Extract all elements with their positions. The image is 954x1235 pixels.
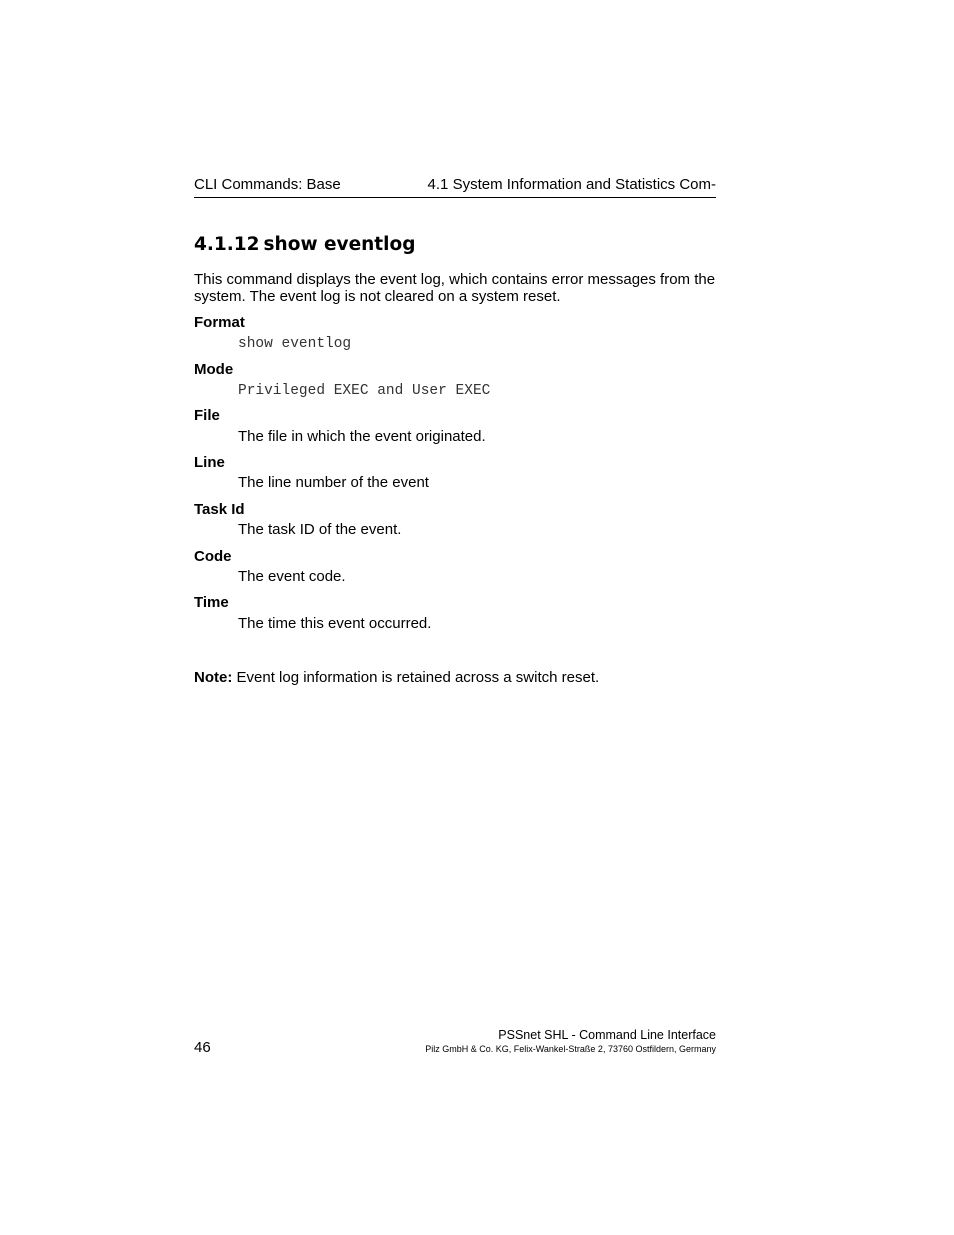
running-header [194,175,716,198]
header-chapter: CLI Commands: Base [194,176,341,193]
field-label-time: Time [194,594,229,611]
mode-label: Mode [194,361,234,378]
section-title: show eventlog [263,234,416,255]
format-label: Format [194,314,245,331]
section-heading [194,233,415,257]
field-label-code: Code [194,548,232,565]
field-description-code: The event code. [238,568,346,585]
format-value: show eventlog [238,336,352,352]
field-description-task-id: The task ID of the event. [238,521,402,538]
note-text: Event log information is retained across a switch reset. [236,669,600,686]
field-label-task-id: Task Id [194,501,245,518]
intro-paragraph: This command displays the event log, which contains error messages from the system. The event log is not cleared on a system reset. [194,271,716,305]
note-label: Note: [194,669,233,686]
page-number: 46 [194,1039,211,1056]
mode-value: Privileged EXEC and User EXEC [238,383,491,399]
header-section: 4.1 System Information and Statistics Com- [427,176,716,193]
field-description-time: The time this event occurred. [238,615,432,632]
field-description-line: The line number of the event [238,474,429,491]
document-page [194,0,716,1235]
section-number: 4.1.12 [194,234,260,255]
note [194,669,599,687]
field-description-file: The file in which the event originated. [238,428,486,445]
field-label-line: Line [194,454,225,471]
footer-title: PSSnet SHL - Command Line Interface [498,1028,716,1042]
footer-address: Pilz GmbH & Co. KG, Felix-Wankel-Straße 2, 73760 Ostfildern, Germany [425,1044,716,1054]
field-label-file: File [194,407,220,424]
